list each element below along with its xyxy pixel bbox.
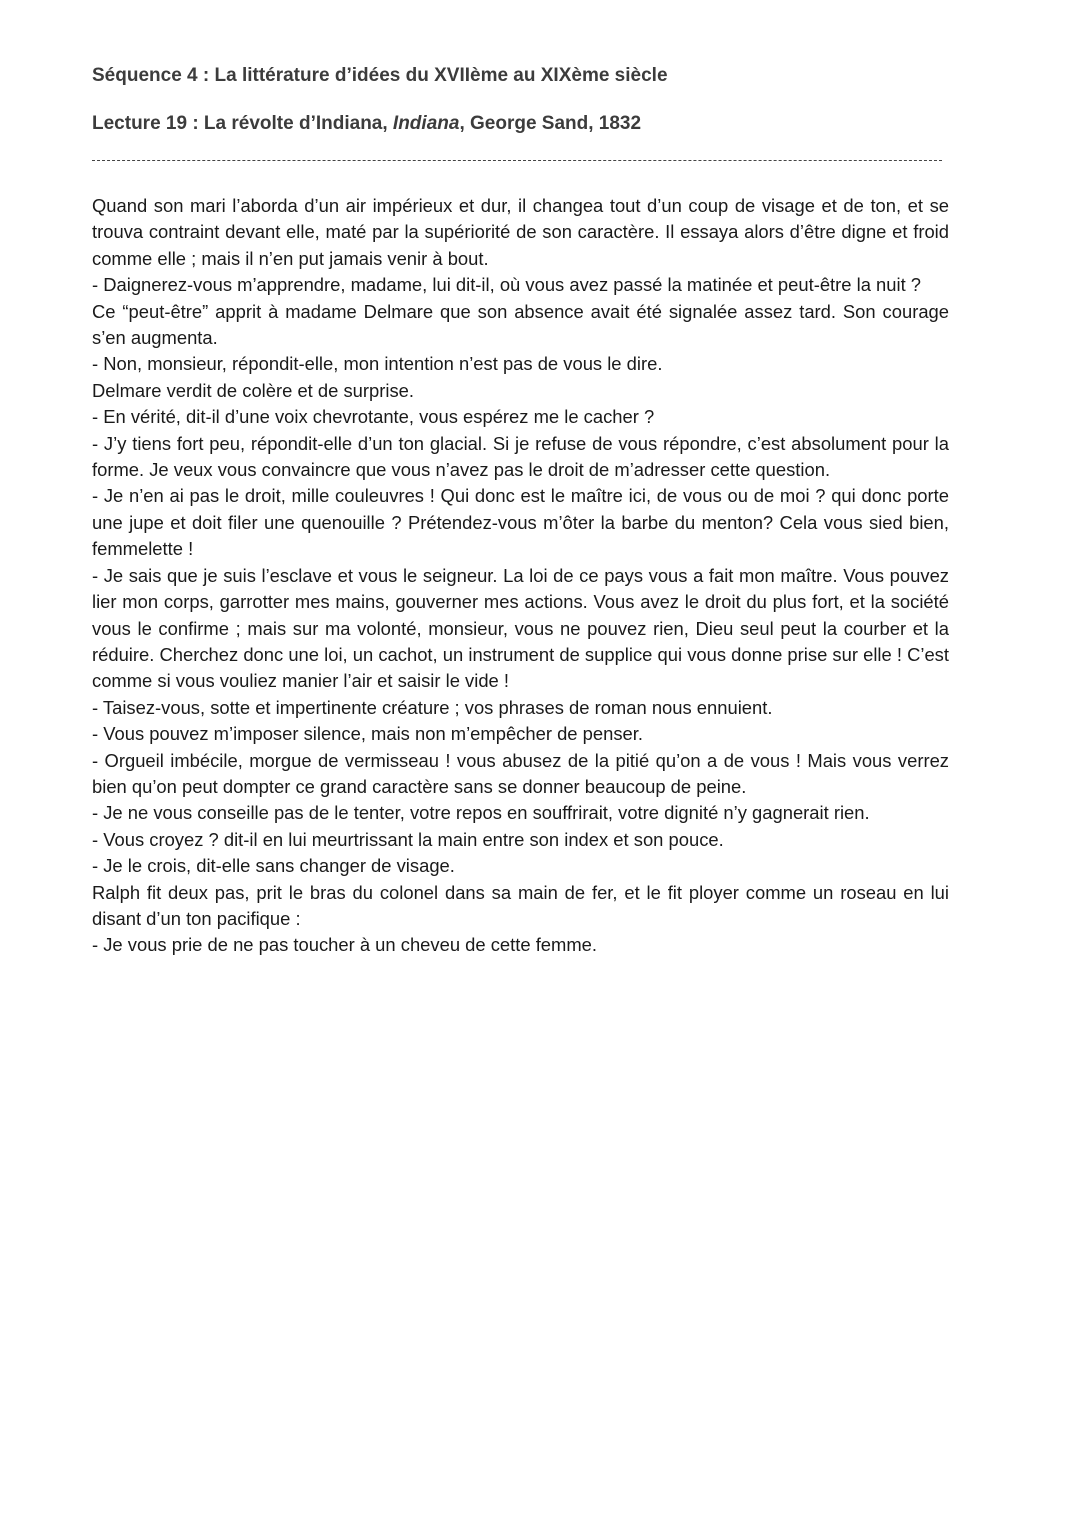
- paragraph: - Daignerez-vous m’apprendre, madame, lui dit-il, où vous avez passé la matinée et peut-être la nuit ?: [92, 274, 922, 296]
- sequence-heading: Séquence 4 : La littérature d’idées du XVIIème au XIXème siècle: [92, 65, 668, 86]
- paragraph: - Non, monsieur, répondit-elle, mon intention n’est pas de vous le dire.: [92, 353, 663, 375]
- lecture-heading-suffix: , George Sand, 1832: [459, 113, 642, 134]
- paragraph: Ce “peut-être” apprit à madame Delmare que son absence avait été signalée assez tard. Son courage s’en augmenta.: [92, 300, 949, 349]
- excerpt-text: [92, 193, 949, 959]
- lecture-heading-prefix: Lecture 19 : La révolte d’Indiana,: [92, 113, 393, 134]
- paragraph: Delmare verdit de colère et de surprise.: [92, 379, 414, 401]
- paragraph: Quand son mari l’aborda d’un air impérieux et dur, il changea tout d’un coup de visage et de ton, et se trouva contraint devant elle, maté par la supériorité de son caractère. Il essaya alors d’être digne et froid comme elle ; mais il n’en put jamais venir à bout.: [92, 195, 949, 269]
- lecture-heading-work-title: Indiana: [392, 113, 460, 134]
- paragraph: - J’y tiens fort peu, répondit-elle d’un ton glacial. Si je refuse de vous répondre, c’est absolument pour la forme. Je veux vous convaincre que vous n’avez pas le droit de m’adresser cette question.: [92, 432, 949, 481]
- paragraph: - Je n’en ai pas le droit, mille couleuvres ! Qui donc est le maître ici, de vous ou de moi ? qui donc porte une jupe et doit filer une quenouille ? Prétendez-vous m’ôter la barbe du menton? Cela vous sied bien, femmelette !: [92, 485, 949, 560]
- paragraph: - Vous croyez ? dit-il en lui meurtrissant la main entre son index et son pouce.: [92, 828, 724, 850]
- paragraph: - Je le crois, dit-elle sans changer de visage.: [92, 855, 455, 877]
- lecture-heading: [92, 110, 949, 138]
- paragraph: - Taisez-vous, sotte et impertinente créature ; vos phrases de roman nous ennuient.: [92, 696, 773, 718]
- paragraph: - Je sais que je suis l’esclave et vous le seigneur. La loi de ce pays vous a fait mon maître. Vous pouvez lier mon corps, garrotter mes mains, gouverner mes actions. Vous avez le droit du plus fort, et la société vous le confirme ; mais sur ma volonté, monsieur, vous ne pouvez rien, Dieu seul peut la courber et la réduire. Cherchez donc une loi, un cachot, un instrument de supplice qui vous donne prise sur elle ! C’est comme si vous vouliez manier l’air et saisir le vide !: [92, 564, 949, 692]
- paragraph: - Je vous prie de ne pas toucher à un cheveu de cette femme.: [92, 934, 598, 956]
- paragraph: - En vérité, dit-il d’une voix chevrotante, vous espérez me le cacher ?: [92, 406, 655, 428]
- paragraph: Ralph fit deux pas, prit le bras du colonel dans sa main de fer, et le fit ployer comme un roseau en lui disant d’un ton pacifique :: [92, 881, 949, 929]
- paragraph: - Vous pouvez m’imposer silence, mais non m’empêcher de penser.: [92, 723, 643, 745]
- paragraph: - Je ne vous conseille pas de le tenter, votre repos en souffrirait, votre dignité n’y gagnerait rien.: [92, 802, 870, 824]
- document-page: [92, 62, 949, 959]
- dashed-divider: [92, 160, 942, 161]
- paragraph: - Orgueil imbécile, morgue de vermisseau ! vous abusez de la pitié qu’on a de vous ! Mais vous verrez bien qu’on peut dompter ce grand caractère sans se donner beaucoup de peine.: [92, 749, 949, 797]
